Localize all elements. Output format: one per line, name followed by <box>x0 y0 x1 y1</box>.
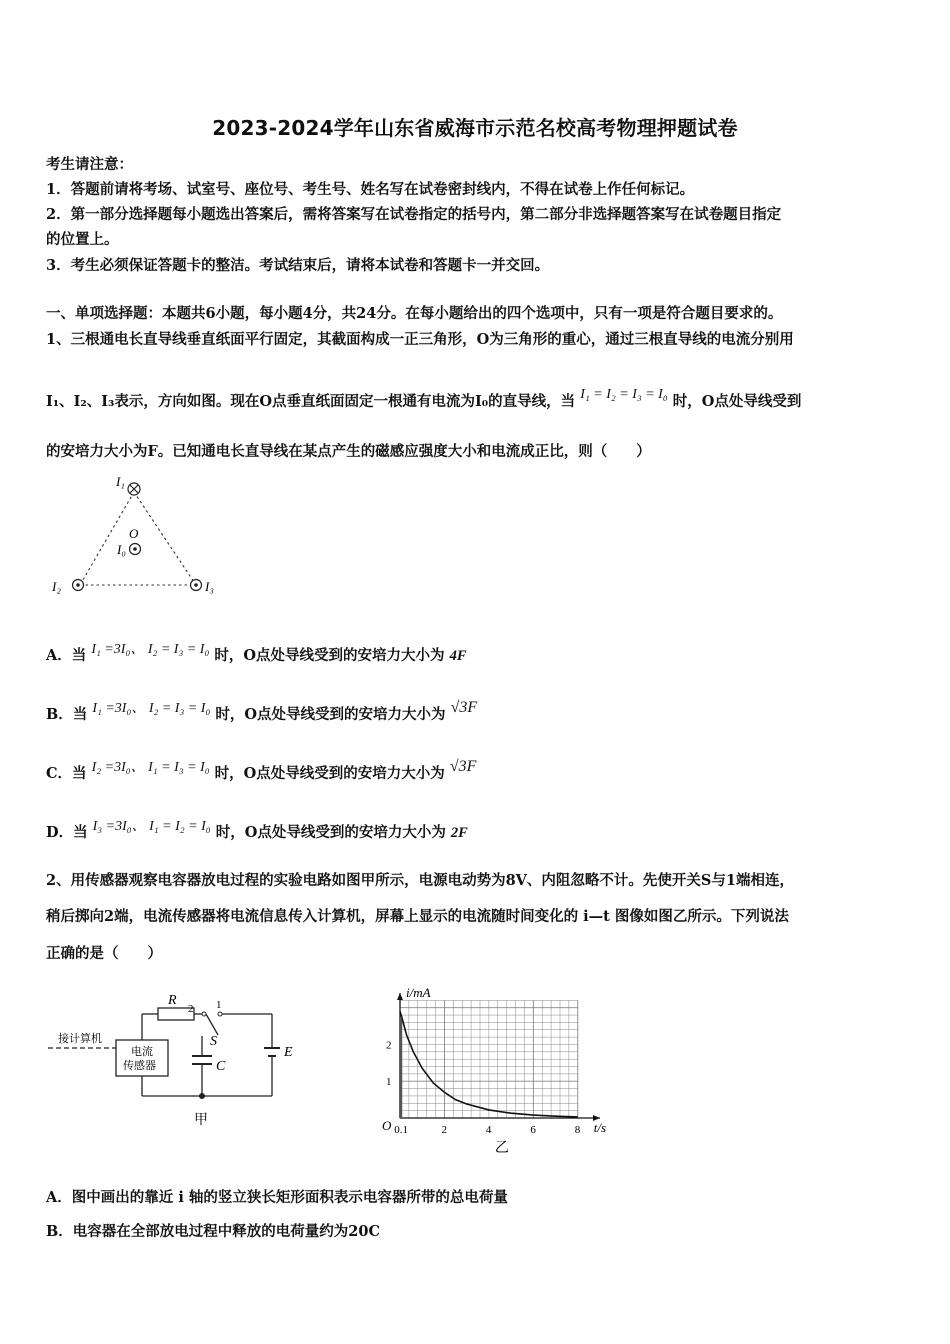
label-o: O <box>129 526 139 541</box>
switch-s <box>206 1014 218 1035</box>
q2-line2: 稍后掷向2端，电流传感器将电流信息传入计算机，屏幕上显示的电流随时间变化的 i—t 图像如图乙所示。下列说法 <box>46 908 789 925</box>
wire-i3-out-of-page-icon <box>191 580 202 591</box>
sensor-label-2: 传感器 <box>123 1060 156 1072</box>
x-tick-label: 0.1 <box>394 1124 408 1136</box>
option-a-cond: I₁ =3I₀、 I₂ = I₃ = I₀ <box>91 642 210 657</box>
q1-line1: 1、三根通电长直导线垂直纸面平行固定，其截面构成一正三角形，O为三角形的重心，通过三根直导线的电流分别用 <box>46 331 794 348</box>
x-tick-label: 2 <box>441 1124 447 1136</box>
option-a-answer: 4F <box>449 648 467 664</box>
q2-option-a-text: 图中画出的靠近 i 轴的竖立狭长矩形面积表示电容器所带的总电荷量 <box>71 1189 508 1206</box>
pos2-label: 2 <box>188 1003 194 1015</box>
q2-it-chart <box>370 968 630 1158</box>
q1-line3: 的安培力大小为F。已知通电长直导线在某点产生的磁感应强度大小和电流成正比，则（ ） <box>46 443 651 460</box>
option-a-tail: 时，O点处导线受到的安培力大小为 <box>214 647 445 664</box>
wire-i0-out-of-page-icon <box>130 544 141 555</box>
label-i2: I₂ <box>52 579 61 594</box>
chart-grid <box>400 1000 578 1118</box>
option-d-label: D．当 <box>46 824 88 841</box>
s-label: S <box>210 1034 217 1049</box>
q2-circuit-figure <box>40 990 330 1140</box>
wire-i1-into-page-icon <box>128 483 140 495</box>
origin-label: O <box>382 1118 392 1133</box>
option-a-label: A．当 <box>46 647 87 664</box>
q2-option-a[interactable] <box>46 1186 508 1207</box>
option-d-answer: 2F <box>450 825 468 841</box>
page-title: 2023-2024学年山东省威海市示范名校高考物理押题试卷 <box>212 116 738 140</box>
q1-line2 <box>46 387 802 411</box>
option-c-cond: I₂ =3I₀、 I₁ = I₃ = I₀ <box>91 760 210 775</box>
r-label: R <box>168 993 177 1008</box>
q2-option-b-text: 电容器在全部放电过程中释放的电荷量约为20C <box>72 1223 380 1240</box>
notice-item-2-cont: 的位置上。 <box>46 231 119 248</box>
option-b-answer: √3F <box>450 699 478 716</box>
sensor-label-1: 电流 <box>131 1046 153 1058</box>
to-computer-label: 接计算机 <box>58 1033 102 1045</box>
option-c-answer: √3F <box>449 758 477 775</box>
q1-line2-a: I₁、I₂、I₃表示，方向如图。现在O点垂直纸面固定一根通有电流为I₀的直导线，当 <box>46 393 576 410</box>
narrow-rect-bar <box>400 1019 402 1118</box>
notice-item-3: 3．考生必须保证答题卡的整洁。考试结束后，请将本试卷和答题卡一并交回。 <box>46 257 550 274</box>
junction-dot <box>199 1093 205 1099</box>
y-axis-label: i/mA <box>406 985 431 1000</box>
x-tick-label: 8 <box>574 1124 581 1136</box>
e-label: E <box>284 1045 293 1060</box>
notice-item-1: 1．答题前请将考场、试室号、座位号、考生号、姓名写在试卷密封线内，不得在试卷上作任何标记。 <box>46 181 695 198</box>
option-b-tail: 时，O点处导线受到的安培力大小为 <box>215 706 446 723</box>
option-c-label: C．当 <box>46 765 87 782</box>
x-tick-label: 4 <box>485 1124 492 1136</box>
y-tick-label: 1 <box>386 1076 392 1089</box>
q1-option-b[interactable] <box>46 699 478 724</box>
c-label: C <box>216 1059 226 1074</box>
pos1-label: 1 <box>216 999 222 1011</box>
q1-line2-b: 时，O点处导线受到 <box>672 393 802 410</box>
y-tick-label: 2 <box>386 1039 392 1052</box>
notice-header: 考生请注意： <box>46 156 133 173</box>
label-i0: I₀ <box>117 542 126 557</box>
circuit-caption: 甲 <box>194 1113 208 1128</box>
label-i1: I₁ <box>116 474 125 489</box>
y-axis-arrow-icon <box>397 993 403 1000</box>
x-tick-label: 6 <box>530 1124 536 1136</box>
q2-line1: 2、用传感器观察电容器放电过程的实验电路如图甲所示，电源电动势为8V、内阻忽略不计。先使开关S与1端相连， <box>46 872 794 889</box>
triangle-edge-left <box>80 492 134 585</box>
q1-option-c[interactable] <box>46 758 477 783</box>
option-c-tail: 时，O点处导线受到的安培力大小为 <box>214 765 445 782</box>
option-d-tail: 时，O点处导线受到的安培力大小为 <box>215 824 446 841</box>
label-i3: I₃ <box>205 579 214 594</box>
chart-caption: 乙 <box>494 1141 509 1156</box>
option-b-cond: I₁ =3I₀、 I₂ = I₃ = I₀ <box>92 701 211 716</box>
x-axis-label: t/s <box>593 1120 607 1135</box>
q1-option-a[interactable] <box>46 644 467 665</box>
q1-option-d[interactable] <box>46 821 468 842</box>
wire-i2-out-of-page-icon <box>73 580 84 591</box>
chart-axes <box>397 993 600 1121</box>
q1-triangle-figure <box>40 472 230 602</box>
q2-option-b-label: B． <box>46 1223 73 1240</box>
q1-line2-math: I₁ = I₂ = I₃ = I₀ <box>580 387 668 402</box>
chart-labels <box>382 985 606 1156</box>
q2-line3: 正确的是（ ） <box>46 945 162 962</box>
option-d-cond: I₃ =3I₀、 I₁ = I₂ = I₀ <box>92 819 211 834</box>
option-b-label: B．当 <box>46 706 88 723</box>
q2-option-a-label: A． <box>46 1189 72 1206</box>
section-heading: 一、单项选择题：本题共6小题，每小题4分，共24分。在每小题给出的四个选项中，只有一项是符合题目要求的。 <box>46 305 783 322</box>
triangle-edge-right <box>134 492 196 585</box>
q2-option-b[interactable] <box>46 1220 380 1241</box>
notice-item-2: 2．第一部分选择题每小题选出答案后，需将答案写在试卷指定的括号内，第二部分非选择题答案写在试卷题目指定 <box>46 206 782 223</box>
